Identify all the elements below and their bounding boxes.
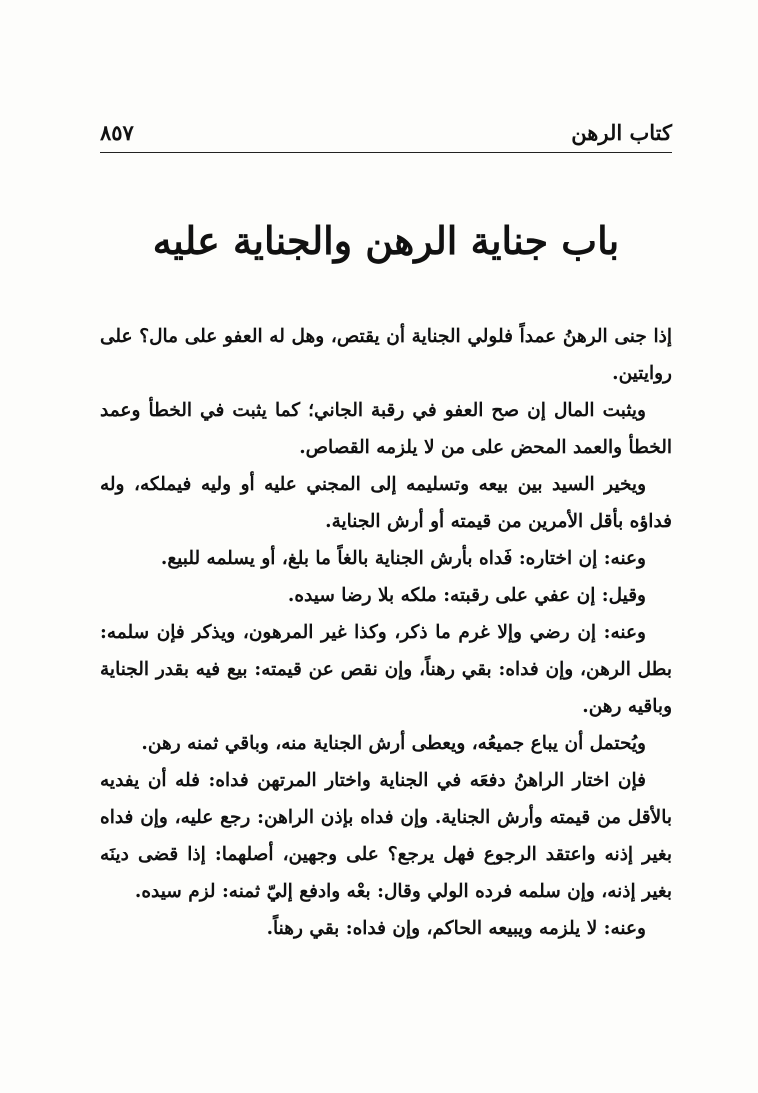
paragraph: ويخير السيد بين بيعه وتسليمه إلى المجني عليه أو وليه فيملكه، وله فداؤه بأقل الأمرين من قيمته أو أرش الجناية.	[100, 474, 672, 532]
running-title: كتاب الرهن	[571, 120, 672, 145]
paragraph: وعنه: لا يلزمه ويبيعه الحاكم، وإن فداه: بقي رهناً.	[266, 918, 646, 939]
chapter-title: باب جناية الرهن والجناية عليه	[152, 218, 620, 263]
paragraph: فإن اختار الراهنُ دفعَه في الجناية واختار المرتهن فداه: فله أن يفديه بالأقل من قيمته وأرش الجناية. وإن فداه بإذن الراهن: رجع عليه، وإن فداه بغير إذنه واعتقد الرجوع فهل يرجع؟ على وجهين، أصلهما: إذا قضى دينَه بغير إذنه، وإن سلمه فرده الولي وقال: بعْه وادفع إليّ ثمنه: لزم سيده.	[100, 770, 672, 902]
paragraph: وقيل: إن عفي على رقبته: ملكه بلا رضا سيده.	[287, 585, 646, 606]
body-text	[100, 318, 672, 947]
paragraph: إذا جنى الرهنُ عمداً فلولي الجناية أن يقتص، وهل له العفو على مال؟ على روايتين.	[100, 326, 672, 384]
page-number: ٨٥٧	[100, 120, 134, 145]
paragraph: ويُحتمل أن يباع جميعُه، ويعطى أرش الجناية منه، وباقي ثمنه رهن.	[141, 733, 646, 754]
paragraph: ويثبت المال إن صح العفو في رقبة الجاني؛ كما يثبت في الخطأ وعمد الخطأ والعمد المحض على من لا يلزمه القصاص.	[100, 400, 672, 458]
paragraph: وعنه: إن رضي وإلا غرم ما ذكر، وكذا غير المرهون، ويذكر فإن سلمه: بطل الرهن، وإن فداه: بقي رهناً، وإن نقص عن قيمته: بيع فيه بقدر الجناية وباقيه رهن.	[100, 622, 672, 717]
paragraph: وعنه: إن اختاره: فَداه بأرش الجناية بالغاً ما بلغ، أو يسلمه للبيع.	[160, 548, 646, 569]
running-header	[100, 118, 672, 153]
